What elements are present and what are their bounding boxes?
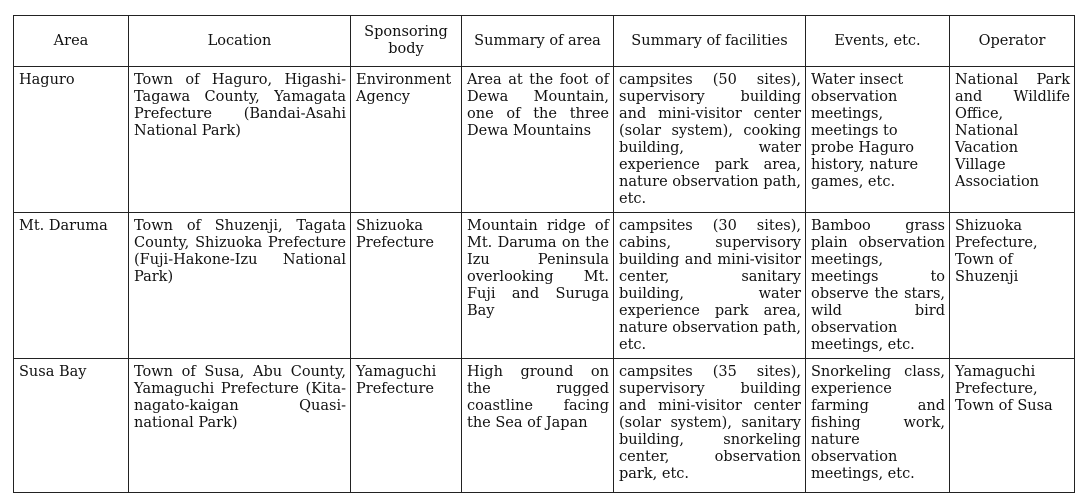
header-area: Area (14, 16, 129, 67)
header-location: Location (129, 16, 351, 67)
facilities-table (13, 15, 1075, 493)
cell-events: Snorkeling class, experience farming and fishing work, nature observation meetings, etc. (806, 359, 950, 493)
header-summary-of-facilities: Summary of facilities (614, 16, 806, 67)
cell-summary-of-area: High ground on the rugged coastline facing the Sea of Japan (462, 359, 614, 493)
cell-summary-of-area: Area at the foot of Dewa Mountain, one of the three Dewa Mountains (462, 67, 614, 213)
cell-operator: Yamaguchi Prefecture, Town of Susa (950, 359, 1075, 493)
header-sponsoring-body: Sponsoring body (351, 16, 462, 67)
cell-area: Susa Bay (14, 359, 129, 493)
header-summary-of-area: Summary of area (462, 16, 614, 67)
cell-summary-of-area: Mountain ridge of Mt. Daruma on the Izu Peninsula overlooking Mt. Fuji and Suruga Bay (462, 213, 614, 359)
table-row (14, 213, 1075, 359)
cell-summary-of-facilities: campsites (30 sites), cabins, supervisory building and mini-visitor center, sanitary building, water experience park area, nature observation path, etc. (614, 213, 806, 359)
header-events: Events, etc. (806, 16, 950, 67)
cell-events: Bamboo grass plain observation meetings, meetings to observe the stars, wild bird observation meetings, etc. (806, 213, 950, 359)
cell-operator: National Park and Wildlife Office, National Vacation Village Association (950, 67, 1075, 213)
cell-summary-of-facilities: campsites (50 sites), supervisory building and mini-visitor center (solar system), cooking building, water experience park area, nature observation path, etc. (614, 67, 806, 213)
cell-location: Town of Susa, Abu County, Yamaguchi Prefecture (Kita-nagato-kaigan Quasi-national Park) (129, 359, 351, 493)
cell-sponsoring-body: Yamaguchi Prefecture (351, 359, 462, 493)
cell-operator: Shizuoka Prefecture, Town of Shuzenji (950, 213, 1075, 359)
cell-sponsoring-body: Shizuoka Prefecture (351, 213, 462, 359)
cell-events: Water insect observation meetings, meetings to probe Haguro history, nature games, etc. (806, 67, 950, 213)
header-operator: Operator (950, 16, 1075, 67)
cell-area: Mt. Daruma (14, 213, 129, 359)
cell-location: Town of Haguro, Higashi-Tagawa County, Yamagata Prefecture (Bandai-Asahi National Park) (129, 67, 351, 213)
cell-summary-of-facilities: campsites (35 sites), supervisory building and mini-visitor center (solar system), sanitary building, snorkeling center, observation park, etc. (614, 359, 806, 493)
cell-location: Town of Shuzenji, Tagata County, Shizuoka Prefecture (Fuji-Hakone-Izu National Park) (129, 213, 351, 359)
facilities-table-container (13, 15, 1074, 493)
cell-sponsoring-body: Environment Agency (351, 67, 462, 213)
cell-area: Haguro (14, 67, 129, 213)
table-row (14, 67, 1075, 213)
header-row (14, 16, 1075, 67)
table-row (14, 359, 1075, 493)
